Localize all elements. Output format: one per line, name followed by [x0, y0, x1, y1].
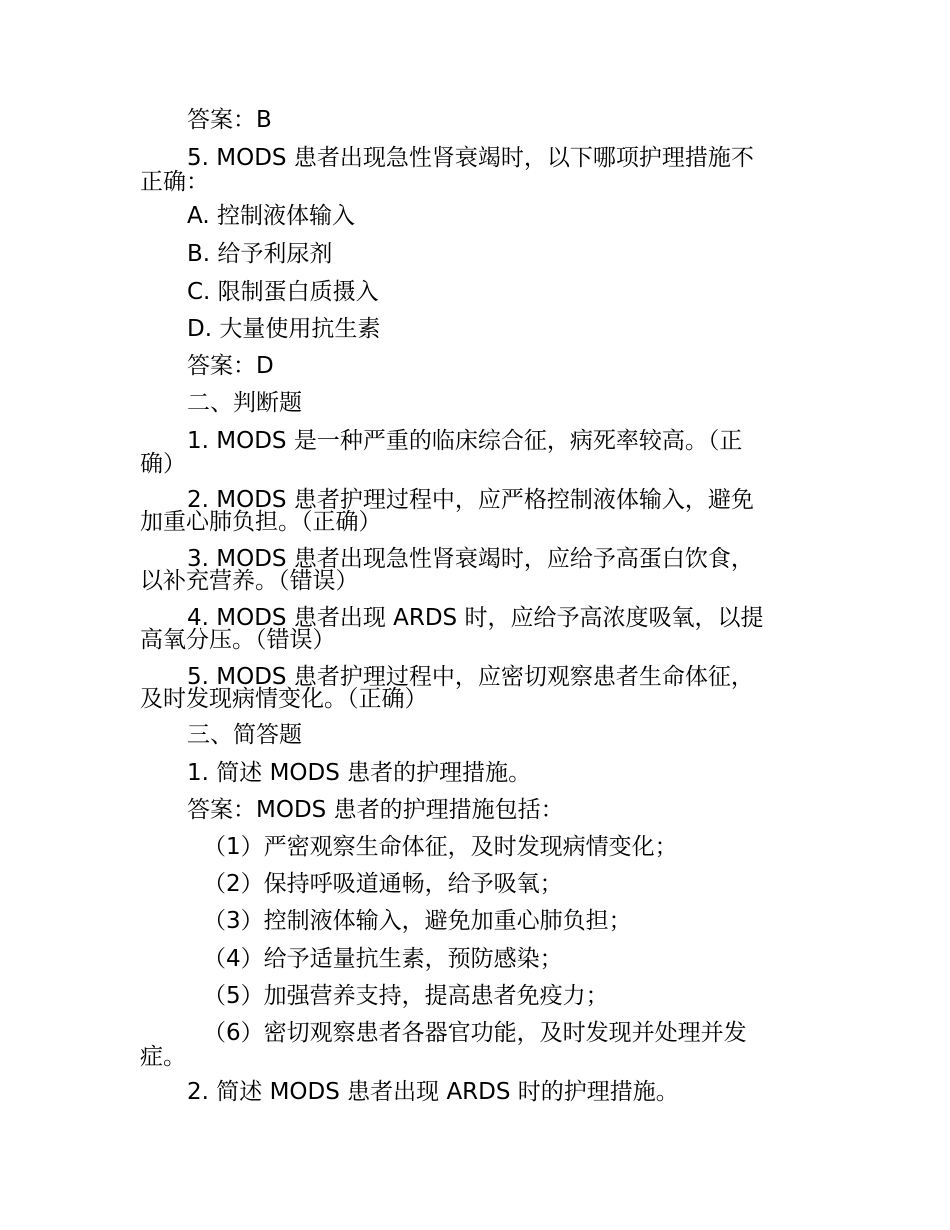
tf-item-2-cont: 加重心肺负担。（正确）	[140, 509, 382, 535]
question-5-stem: 5. MODS 患者出现急性肾衰竭时，以下哪项护理措施不	[187, 145, 754, 171]
question-5-stem-cont: 正确：	[140, 169, 209, 195]
tf-item-1-cont: 确）	[140, 451, 186, 477]
sa-answer-item-3: （3）控制液体输入，避免加重心肺负担；	[203, 908, 632, 934]
tf-item-5: 5. MODS 患者护理过程中，应密切观察患者生命体征，	[187, 664, 754, 690]
tf-item-4: 4. MODS 患者出现 ARDS 时，应给予高浓度吸氧，以提	[187, 605, 764, 631]
sa-answer-item-5: （5）加强营养支持，提高患者免疫力；	[203, 983, 609, 1009]
tf-item-4-cont: 高氧分压。（错误）	[140, 627, 336, 653]
sa-answer-item-4: （4）给予适量抗生素，预防感染；	[203, 946, 563, 972]
option-d: D. 大量使用抗生素	[187, 316, 381, 342]
answer-line: 答案：B	[187, 107, 272, 133]
section-heading-true-false: 二、判断题	[187, 390, 302, 416]
section-heading-short-answer: 三、简答题	[187, 722, 302, 748]
sa-answer-item-6: （6）密切观察患者各器官功能，及时发现并处理并发	[203, 1020, 747, 1046]
tf-item-5-cont: 及时发现病情变化。（正确）	[140, 686, 428, 712]
option-b: B. 给予利尿剂	[187, 241, 333, 267]
sa-answer-item-6-cont: 症。	[140, 1044, 186, 1070]
option-a: A. 控制液体输入	[187, 203, 355, 229]
option-c: C. 限制蛋白质摄入	[187, 279, 379, 305]
sa-question-1: 1. 简述 MODS 患者的护理措施。	[187, 760, 532, 786]
sa-answer-item-2: （2）保持呼吸道通畅，给予吸氧；	[203, 871, 563, 897]
answer-line: 答案：D	[187, 353, 274, 379]
tf-item-2: 2. MODS 患者护理过程中，应严格控制液体输入，避免	[187, 487, 754, 513]
tf-item-1: 1. MODS 是一种严重的临床综合征，病死率较高。（正	[187, 428, 743, 454]
tf-item-3: 3. MODS 患者出现急性肾衰竭时，应给予高蛋白饮食，	[187, 546, 754, 572]
sa-answer-item-1: （1）严密观察生命体征，及时发现病情变化；	[203, 834, 678, 860]
sa-answer-intro: 答案：MODS 患者的护理措施包括：	[187, 797, 564, 823]
tf-item-3-cont: 以补充营养。（错误）	[140, 568, 359, 594]
sa-question-2: 2. 简述 MODS 患者出现 ARDS 时的护理措施。	[187, 1079, 679, 1105]
